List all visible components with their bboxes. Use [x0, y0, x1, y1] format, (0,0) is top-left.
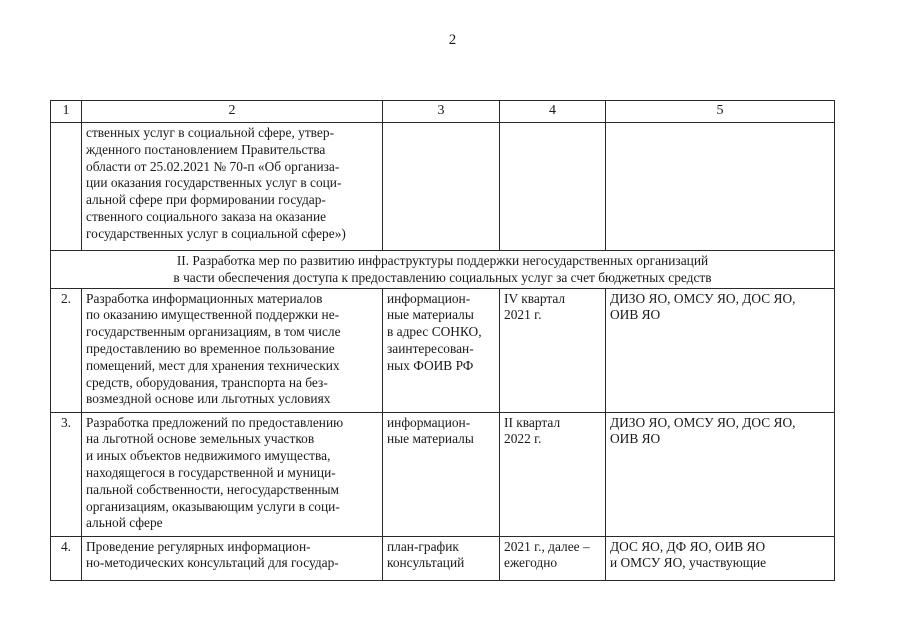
header-col-4: 4 — [500, 101, 606, 123]
header-col-2: 2 — [82, 101, 383, 123]
table-header-row — [51, 101, 835, 123]
row-number: 2. — [51, 288, 82, 412]
row-description: Разработка информационных материалов по оказанию имущественной поддержки не- государственным организациям, в том числе предоставлению во временное пользование помещений, мест для хранения технических средств, оборудования, транспорта на без- возмездной основе или льготных условиях — [82, 288, 383, 412]
section-heading: II. Разработка мер по развитию инфраструктуры поддержки негосударственных организаций в части обеспечения доступа к предоставлению социальных услуг за счет бюджетных средств — [51, 251, 835, 289]
table-row — [51, 288, 835, 412]
row-responsible: ДИЗО ЯО, ОМСУ ЯО, ДОС ЯО, ОИВ ЯО — [606, 288, 835, 412]
table-row — [51, 536, 835, 580]
row-responsible — [606, 123, 835, 251]
row-description: Проведение регулярных информацион- но-методических консультаций для государ- — [82, 536, 383, 580]
row-result: информацион- ные материалы в адрес СОНКО, заинтересован- ных ФОИВ РФ — [383, 288, 500, 412]
table-row-continuation — [51, 123, 835, 251]
row-description: ственных услуг в социальной сфере, утвер- жденного постановлением Правительства области от 25.02.2021 № 70-п «Об организа- ции оказания государственных услуг в соци- альной сфере при формировании государ- ственного социального заказа на оказание государственных услуг в социальной сфере») — [82, 123, 383, 251]
row-responsible: ДОС ЯО, ДФ ЯО, ОИВ ЯО и ОМСУ ЯО, участвующие — [606, 536, 835, 580]
row-description: Разработка предложений по предоставлению на льготной основе земельных участков и иных объектов недвижимого имущества, находящегося в государственной и муници- пальной собственности, негосударственным организациям, оказывающим услуги в соци- альной сфере — [82, 412, 383, 536]
row-number: 3. — [51, 412, 82, 536]
header-col-3: 3 — [383, 101, 500, 123]
header-col-5: 5 — [606, 101, 835, 123]
measures-table — [50, 100, 835, 581]
table-row — [51, 412, 835, 536]
row-deadline: IV квартал 2021 г. — [500, 288, 606, 412]
row-result: информацион- ные материалы — [383, 412, 500, 536]
row-result — [383, 123, 500, 251]
row-result: план-график консультаций — [383, 536, 500, 580]
header-col-1: 1 — [51, 101, 82, 123]
row-deadline: 2021 г., далее – ежегодно — [500, 536, 606, 580]
page-number: 2 — [448, 32, 457, 48]
row-deadline — [500, 123, 606, 251]
row-responsible: ДИЗО ЯО, ОМСУ ЯО, ДОС ЯО, ОИВ ЯО — [606, 412, 835, 536]
row-deadline: II квартал 2022 г. — [500, 412, 606, 536]
row-number: 4. — [51, 536, 82, 580]
row-number — [51, 123, 82, 251]
section-row — [51, 251, 835, 289]
